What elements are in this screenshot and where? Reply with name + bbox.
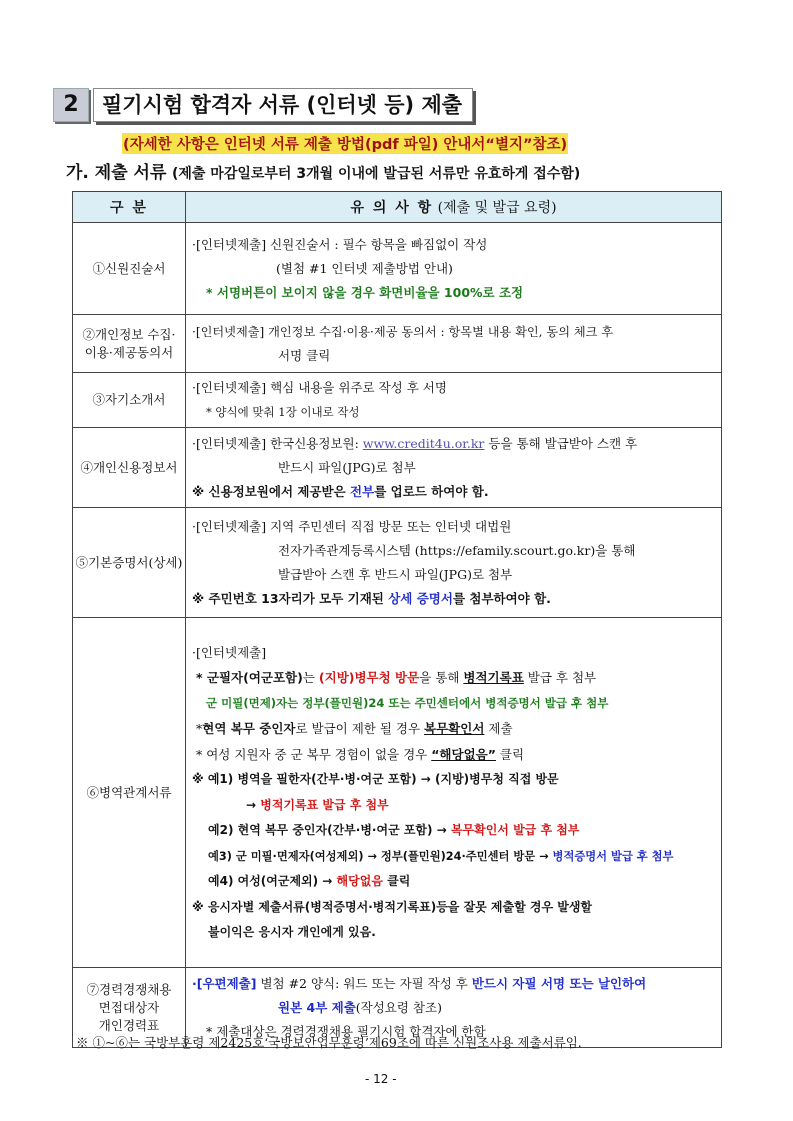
section-header bbox=[53, 88, 473, 124]
row-content: ·[우편제출] 별첨 #2 양식: 워드 또는 자필 작성 후 반드시 자필 서명 또는 날인하여 원본 4부 제출(작성요령 참조) * 제출대상은 경력경쟁채용 필기시험 합격자에 한함 bbox=[186, 968, 722, 1048]
row-label: ⑦경력경쟁채용 면접대상자 개인경력표 bbox=[73, 968, 186, 1048]
subheading-main: 가. 제출 서류 bbox=[66, 163, 167, 183]
table-row bbox=[73, 373, 722, 428]
row-content: ·[인터넷제출] 개인정보 수집·이용·제공 동의서 : 항목별 내용 확인, 동의 체크 후 서명 클릭 bbox=[186, 315, 722, 373]
row-label: ④개인신용정보서 bbox=[73, 428, 186, 508]
row-label: ①신원진술서 bbox=[73, 223, 186, 315]
row-content: ·[인터넷제출] 지역 주민센터 직접 방문 또는 인터넷 대법원 전자가족관계등록시스템 (https://efamily.scourt.go.kr)을 통해 발급받아 스캔 후 반드시 파일(JPG)로 첨부 ※ 주민번호 13자리가 모두 기재된 상세 증명서를 첨부하여야 함. bbox=[186, 508, 722, 618]
table-row bbox=[73, 428, 722, 508]
row-content: ·[인터넷제출] 핵심 내용을 위주로 작성 후 서명 * 양식에 맞춰 1장 이내로 작성 bbox=[186, 373, 722, 428]
footnote: ※ ①~⑥는 국방부훈령 제2425호‘국방보안업무훈령’제69조에 따른 신원조사용 제출서류임. bbox=[76, 1035, 582, 1050]
documents-table bbox=[72, 191, 722, 1048]
subheading bbox=[66, 158, 580, 183]
table-row bbox=[73, 315, 722, 373]
section-number: 2 bbox=[53, 88, 89, 122]
row-content: ·[인터넷제출] * 군필자(여군포함)는 (지방)병무청 방문을 통해 병적기록표 발급 후 첨부 군 미필(면제)자는 정부(플민원)24 또는 주민센터에서 병적증명서 발급 후 첨부 *현역 복무 중인자로 발급이 제한 될 경우 복무확인서 제출 * 여성 지원자 중 군 복무 경험이 없을 경우 “해당없음” 클릭 ※ 예1) 병역을 필한자(간부·병·여군 포함) → (지방)병무청 직접 방문 → 병적기록표 발급 후 첨부 예2) 현역 복무 중인자(간부·병·여군 포함) → 복무확인서 발급 후 첨부 예3) 군 미필·면제자(여성제외) → 정부(플민원)24·주민센터 방문 → 병적증명서 발급 후 첨부 예4) 여성(여군제외) → 해당없음 클릭 ※ 응시자별 제출서류(병적증명서·병적기록표)등을 잘못 제출할 경우 발생할 불이익은 응시자 개인에게 있음. bbox=[186, 618, 722, 968]
table-header-row bbox=[73, 192, 722, 223]
table-row bbox=[73, 618, 722, 968]
row-label: ②개인정보 수집· 이용·제공동의서 bbox=[73, 315, 186, 373]
subheading-detail: (제출 마감일로부터 3개월 이내에 발급된 서류만 유효하게 접수함) bbox=[171, 166, 581, 182]
header-category: 구 분 bbox=[73, 192, 186, 223]
table-row bbox=[73, 508, 722, 618]
row-label: ⑤기본증명서(상세) bbox=[73, 508, 186, 618]
row-content: ·[인터넷제출] 한국신용정보원: www.credit4u.or.kr 등을 통해 발급받아 스캔 후 반드시 파일(JPG)로 첨부 ※ 신용정보원에서 제공받은 전부를 업로드 하여야 함. bbox=[186, 428, 722, 508]
header-notes: 유 의 사 항 (제출 및 발급 요령) bbox=[186, 192, 722, 223]
credit-link[interactable]: www.credit4u.or.kr bbox=[362, 435, 485, 451]
row-label: ⑥병역관계서류 bbox=[73, 618, 186, 968]
page-number: - 12 - bbox=[365, 1072, 397, 1086]
reference-note: (자세한 사항은 인터넷 서류 제출 방법(pdf 파일) 안내서“별지”참조) bbox=[122, 133, 568, 154]
row-content: ·[인터넷제출] 신원진술서 : 필수 항목을 빠짐없이 작성 (별첨 #1 인터넷 제출방법 안내) * 서명버튼이 보이지 않을 경우 화면비율을 100%로 조정 bbox=[186, 223, 722, 315]
row-label: ③자기소개서 bbox=[73, 373, 186, 428]
section-title: 필기시험 합격자 서류 (인터넷 등) 제출 bbox=[93, 88, 473, 122]
table-row bbox=[73, 223, 722, 315]
